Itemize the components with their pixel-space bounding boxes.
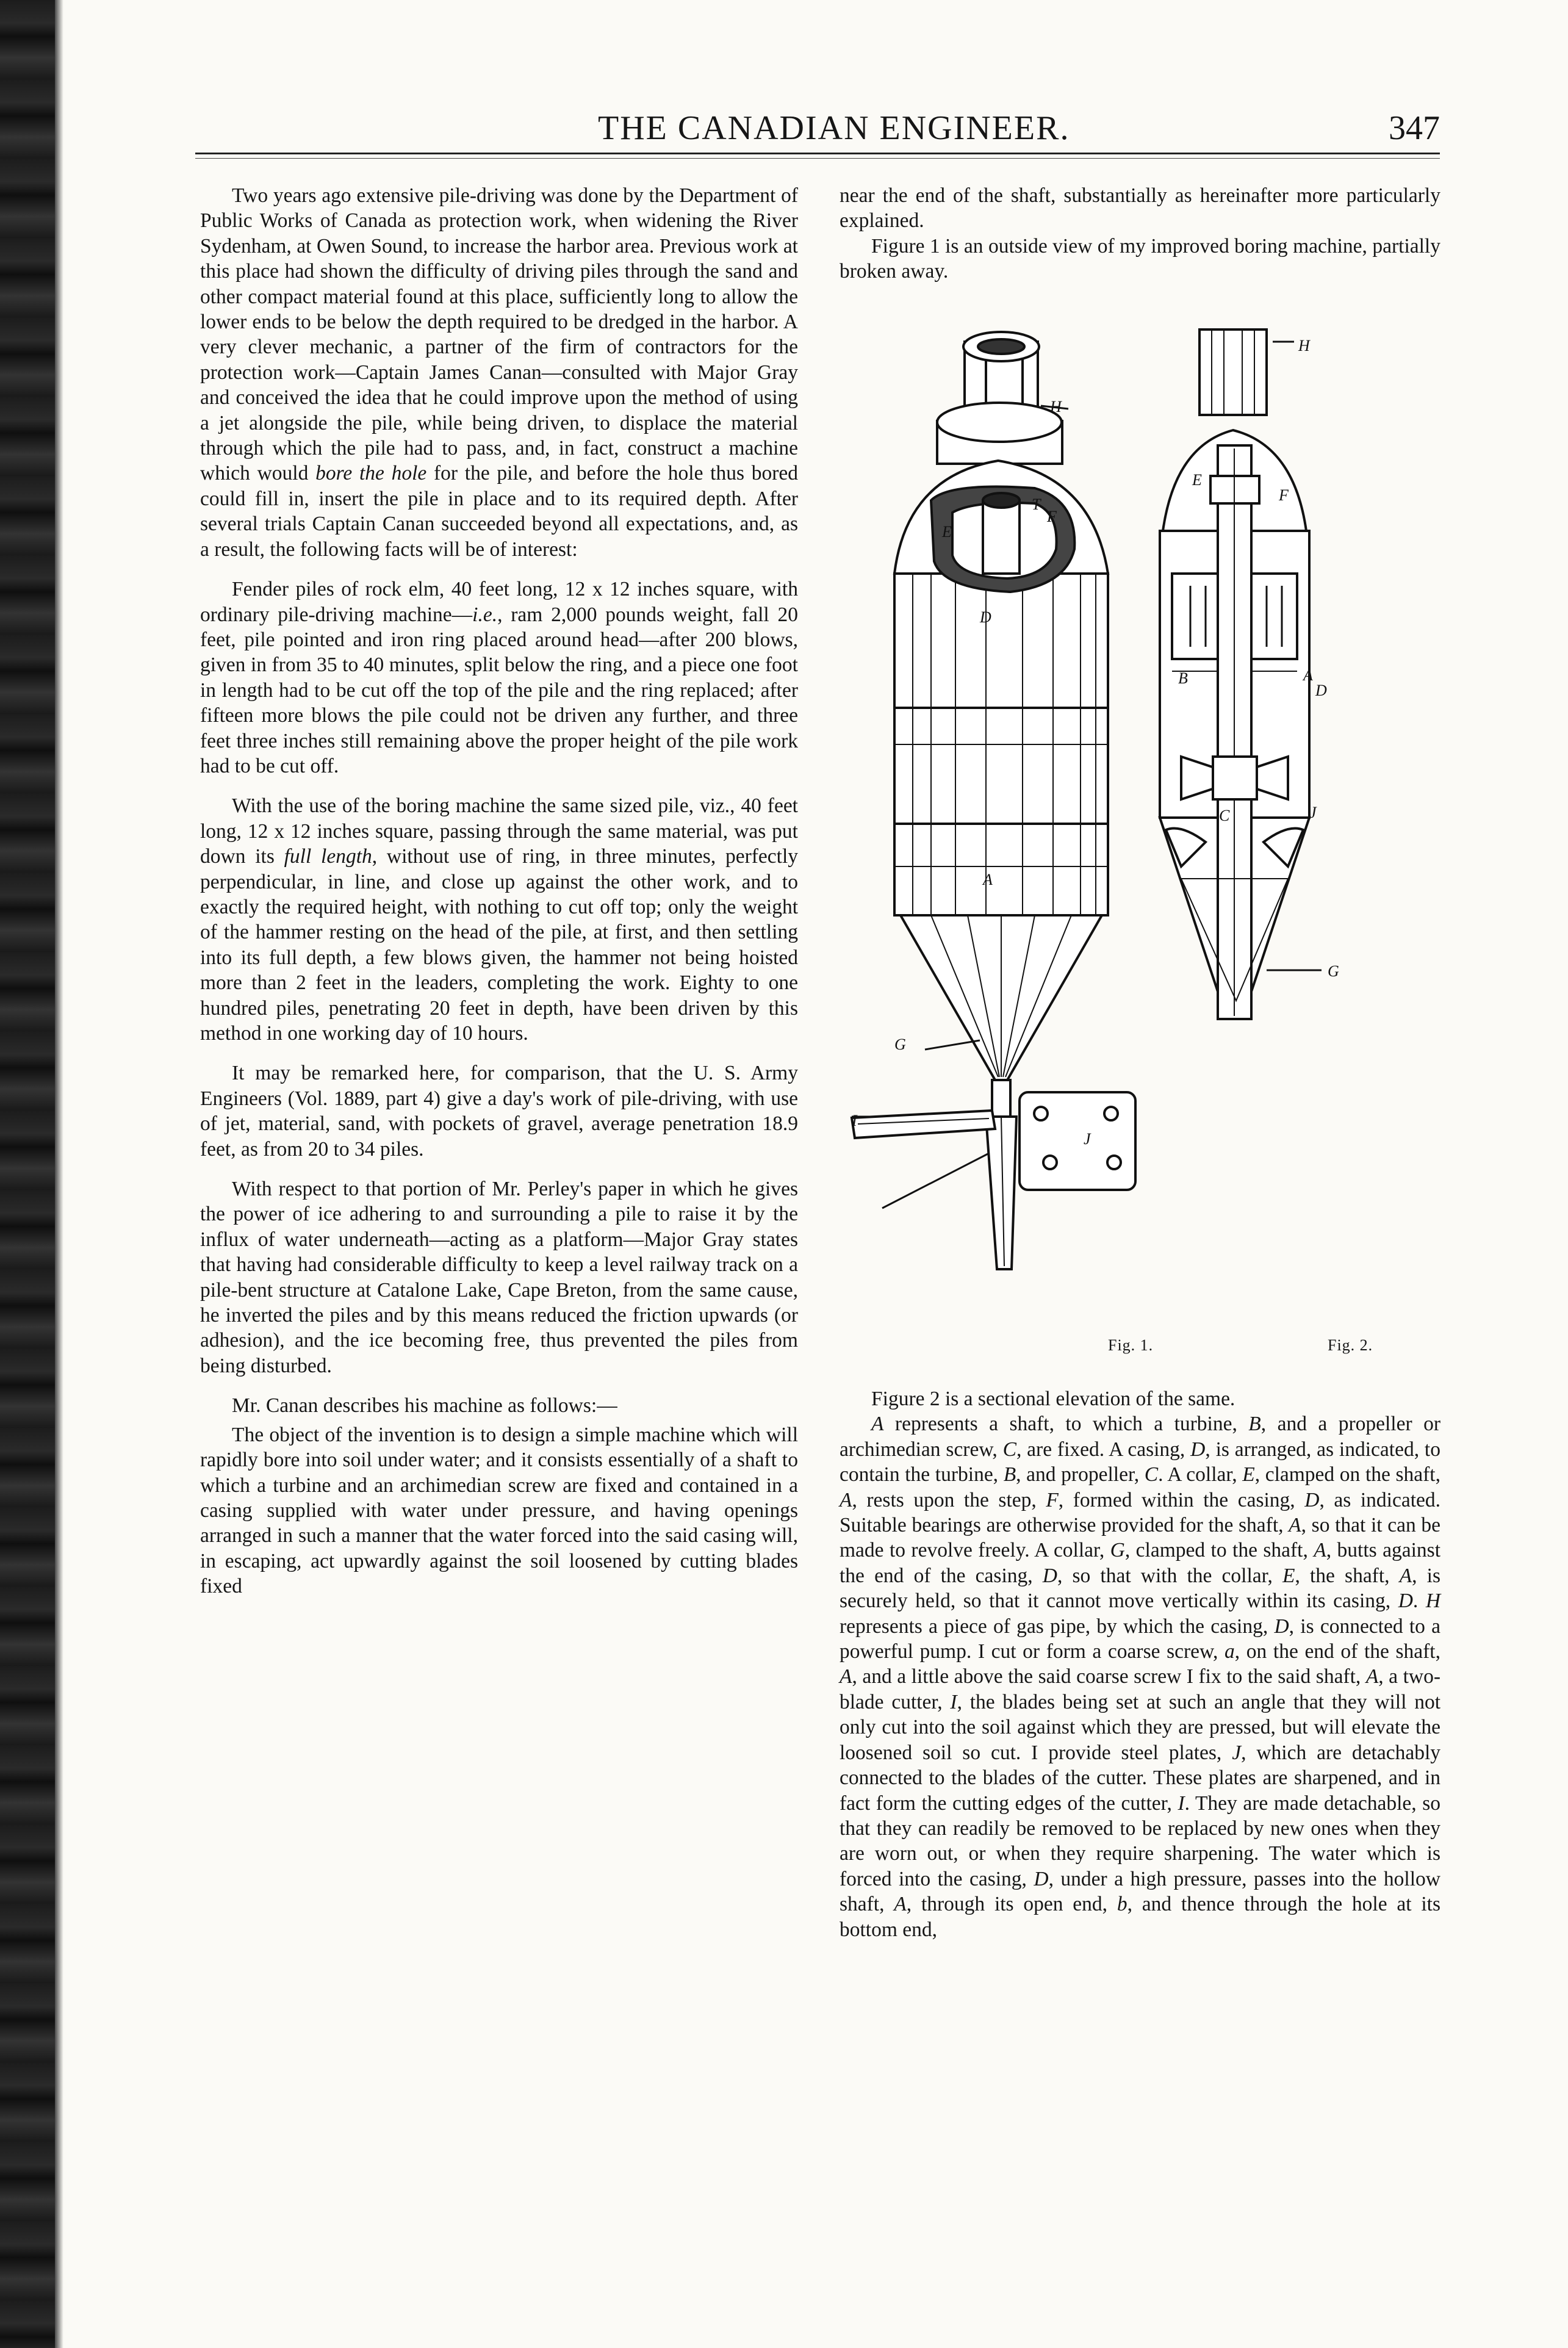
label-d: D [1315,682,1327,699]
label-b: B [1178,669,1188,687]
label-h: H [1050,398,1062,416]
left-column [200,183,798,1614]
binding-shadow [55,0,63,2348]
paragraph: Figure 2 is a sectional elevation of the same. [871,1388,1235,1410]
right-column-top [840,183,1440,299]
italic-term: D [1034,1867,1049,1890]
italic-term: D [1190,1438,1206,1461]
figure-1-caption: Fig. 1. [1108,1336,1154,1354]
italic-term: H [1425,1590,1441,1613]
label-j: J [1084,1130,1091,1148]
paragraph: Fender piles of rock elm, 40 feet long, 12 x 12 inches square, with ordinary pile-driving machine—i.e., ram 2,000 pounds weight, fall 20 feet, pile pointed and iron ring placed around head—after 200 blows, given in from 35 to 40 minutes, split below the ring, and a piece one foot in length had to be cut off the top of the pile and the ring replaced; after fifteen more blows the pile could not be driven any further, and three feet three inches still remaining above the proper height of the pile work had to be cut off. [200,578,798,777]
italic-term: I [950,1690,957,1713]
label-e: E [1192,471,1202,489]
label-d: D [980,608,991,626]
figure-1-outside-view [852,332,1135,1269]
italic-term: A [894,1893,907,1916]
book-binding-edge [0,0,55,2348]
italic-term: E [1242,1463,1255,1486]
label-g: G [1328,962,1339,980]
italic-term: b [1117,1893,1127,1916]
label-f: F [1047,508,1057,525]
label-c: C [1219,807,1230,824]
italic-term: full length [284,845,372,868]
italic-term: D [1274,1615,1289,1638]
italic-term: G [1110,1539,1125,1562]
page-header [201,109,1440,157]
figure-2-caption: Fig. 2. [1328,1336,1373,1354]
italic-term: A [840,1488,852,1511]
italic-term: D [1042,1564,1057,1587]
italic-term: a [1225,1640,1235,1663]
boring-machine-figure [840,317,1440,1367]
italic-term: A [1289,1514,1301,1537]
italic-term: D [1398,1590,1413,1613]
label-e: E [942,523,952,541]
paragraph: The object of the invention is to design a simple machine which will rapidly bore into soil under water; and it consists essentially of a shaft to which a turbine and an archimedian screw are fixed and contained in a casing supplied with water under pressure, and having openings arranged in such a manner that the water forced into the said casing will, in escaping, act upwardly against the soil loosened by cutting blades fixed [200,1423,798,1598]
running-title: THE CANADIAN ENGINEER. [598,109,1070,147]
italic-term: B [1248,1413,1261,1436]
header-rule [195,153,1440,159]
paragraph: A represents a shaft, to which a turbine, B, and a propeller or archimedian screw, C, are fixed. A casing, D, is arranged, as indicated, to contain the turbine, B, and propeller, C. A collar, E, clamped on the shaft, A, rests upon the step, F, formed within the casing, D, as indicated. Suitable bearings are otherwise provided for the shaft, A, so that it can be made to revolve freely. A collar, G, clamped to the shaft, A, butts against the end of the casing, D, so that with the collar, E, the shaft, A, is securely held, so that it cannot move vertically within its casing, D. H represents a piece of gas pipe, by which the casing, D, is connected to a powerful pump. I cut or form a coarse screw, a, on the end of the shaft, A, and a little above the said coarse screw I fix to the said shaft, A, a two-blade cutter, I, the blades being set at such an angle that they will not only cut into the soil against which they are pressed, but will elevate the loosened soil so cut. I provide steel plates, J, which are detachably connected to the blades of the cutter. These plates are sharpened, and in fact form the cutting edges of the cutter, I. They are made detachable, so that they can readily be removed to be replaced by new ones when they are worn out, or when they require sharpening. The water which is forced into the casing, D, under a high pressure, passes into the hollow shaft, A, through its open end, b, and thence through the hole at its bottom end, [840,1413,1441,1941]
paragraph: Two years ago extensive pile-driving was done by the Department of Public Works of Canada as protection work, when widening the River Sydenham, at Owen Sound, to increase the harbor area. Previous work at this place had shown the difficulty of driving piles through the sand and other compact material found at this place, sufficiently long to allow the lower ends to be below the depth required to be dredged in the harbor. A very clever mechanic, a partner of the firm of contractors for the protection work—Captain James Canan—consulted with Major Gray and conceived the idea that he could improve upon the method of using a jet alongside the pile, while being driven, to displace the material through which the pile had to pass, and, in fact, construct a machine which would bore the hole for the pile, and before the hole thus bored could fill in, insert the pile in place and to its required depth. After several trials Captain Canan succeeded beyond all expectations, and, as a result, the following facts will be of interest: [200,184,798,561]
italic-term: A [1399,1564,1412,1587]
paragraph: It may be remarked here, for comparison, that the U. S. Army Engineers (Vol. 1889, part 4) give a day's work of pile-driving, with use of jet, material, sand, with pockets of gravel, average penetration 18.9 feet, as from 20 to 34 piles. [200,1062,798,1161]
italic-term: C [1144,1463,1159,1486]
boring-machine-illustration [840,317,1440,1367]
right-column-bottom [840,1386,1440,1957]
label-h: H [1298,337,1310,355]
italic-term: A [871,1413,884,1436]
label-f: F [1279,486,1289,504]
paragraph: Figure 1 is an outside view of my improved boring machine, partially broken away. [840,234,1440,283]
label-i: I [852,1112,857,1129]
italic-term: J [1232,1741,1242,1764]
label-a: A [1303,666,1313,684]
italic-term: A [840,1665,852,1688]
italic-term: D [1304,1488,1320,1511]
label-a: A [983,871,993,888]
italic-term: i.e. [472,603,498,626]
paragraph: Mr. Canan describes his machine as follows:— [232,1394,617,1417]
page-number: 347 [1389,109,1440,147]
paragraph: With the use of the boring machine the same sized pile, viz., 40 feet long, 12 x 12 inches square, passing through the same material, was put down its full length, without use of ring, in three minutes, perfectly perpendicular, in line, and close up against the other work, and to exactly the required height, with nothing to cut off top; only the weight of the hammer resting on the head of the pile, at first, and then settling into its full depth, a few blows given, the hammer not being hoisted more than 2 feet in the leaders, completing the work. Eighty to one hundred piles, penetrating 20 feet in depth, have been driven by this method in one working day of 10 hours. [200,794,798,1045]
label-g: G [894,1035,906,1053]
paragraph: With respect to that portion of Mr. Perley's paper in which he gives the power of ice adhering to and surrounding a pile to raise it by the influx of water underneath—acting as a platform—Major Gray states that having had considerable difficulty to keep a level railway track on a pile-bent structure at Catalone Lake, Cape Breton, from the same cause, he inverted the piles and by this means reduced the friction upwards (or adhesion), and the ice becoming free, thus prevented the piles from being disturbed. [200,1178,798,1377]
italic-term: A [1365,1665,1379,1688]
italic-term: B [1003,1463,1016,1486]
italic-term: A [1314,1539,1326,1562]
italic-term: bore the hole [315,462,427,485]
label-j: J [1309,804,1317,821]
italic-term: E [1282,1564,1295,1587]
label-t: T [1032,495,1041,513]
italic-term: I [1178,1792,1185,1815]
paragraph: near the end of the shaft, substantially as hereinafter more particularly explained. [840,184,1440,232]
italic-term: F [1046,1488,1059,1511]
italic-term: C [1002,1438,1016,1461]
